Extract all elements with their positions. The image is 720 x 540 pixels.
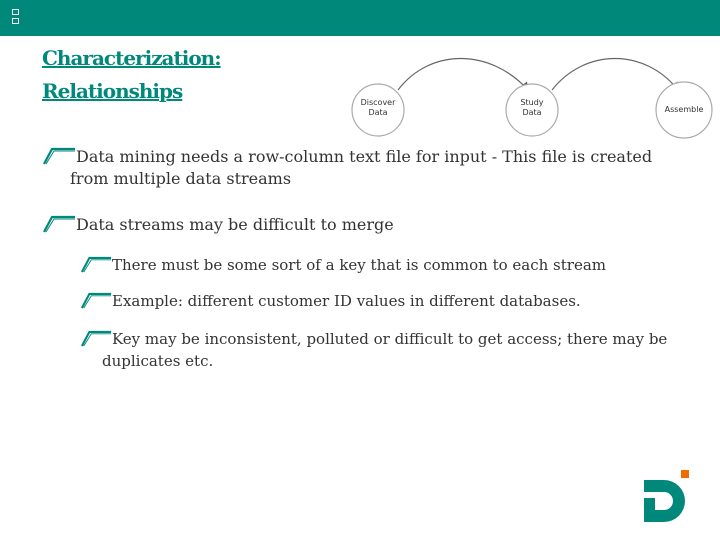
bullet-text: Example: different customer ID values in different databases. <box>112 292 581 310</box>
arrow-study-to-assemble <box>552 59 678 91</box>
bullet-text-cont: duplicates etc. <box>102 352 214 370</box>
top-banner <box>0 0 720 36</box>
node-study-line1: Study <box>520 98 544 107</box>
title-line-2: Relationships <box>42 79 183 103</box>
node-discover-label <box>353 98 403 118</box>
slide-title <box>42 42 342 108</box>
process-diagram <box>340 48 720 148</box>
node-assemble-label <box>659 105 709 115</box>
bullet-item <box>42 214 394 236</box>
pen-nib-icon <box>80 329 112 348</box>
pen-nib-icon <box>42 214 76 234</box>
title-line-1: Characterization: <box>42 46 221 70</box>
sub-bullet-item <box>80 254 606 276</box>
node-discover-line2: Data <box>368 108 388 117</box>
node-study-label <box>507 98 557 118</box>
bullet-text: Data mining needs a row-column text file for input - This file is created <box>76 147 653 166</box>
sub-bullet-item <box>80 328 667 372</box>
sub-bullet-item <box>80 290 581 312</box>
node-assemble-line1: Assemble <box>664 105 704 114</box>
pen-nib-icon <box>80 255 112 274</box>
bullet-text: Data streams may be difficult to merge <box>76 215 394 234</box>
bullet-text-cont: from multiple data streams <box>70 169 292 188</box>
node-study-line2: Data <box>522 108 542 117</box>
arrow-discover-to-study <box>398 59 528 91</box>
bullet-text: There must be some sort of a key that is common to each stream <box>112 256 606 274</box>
pen-nib-icon <box>42 146 76 166</box>
slide-marker-icon <box>12 9 19 24</box>
d-logo-icon <box>640 470 696 526</box>
bullet-item <box>42 146 652 190</box>
pen-nib-icon <box>80 291 112 310</box>
node-discover-line1: Discover <box>360 98 396 107</box>
bullet-text: Key may be inconsistent, polluted or difficult to get access; there may be <box>112 330 668 348</box>
